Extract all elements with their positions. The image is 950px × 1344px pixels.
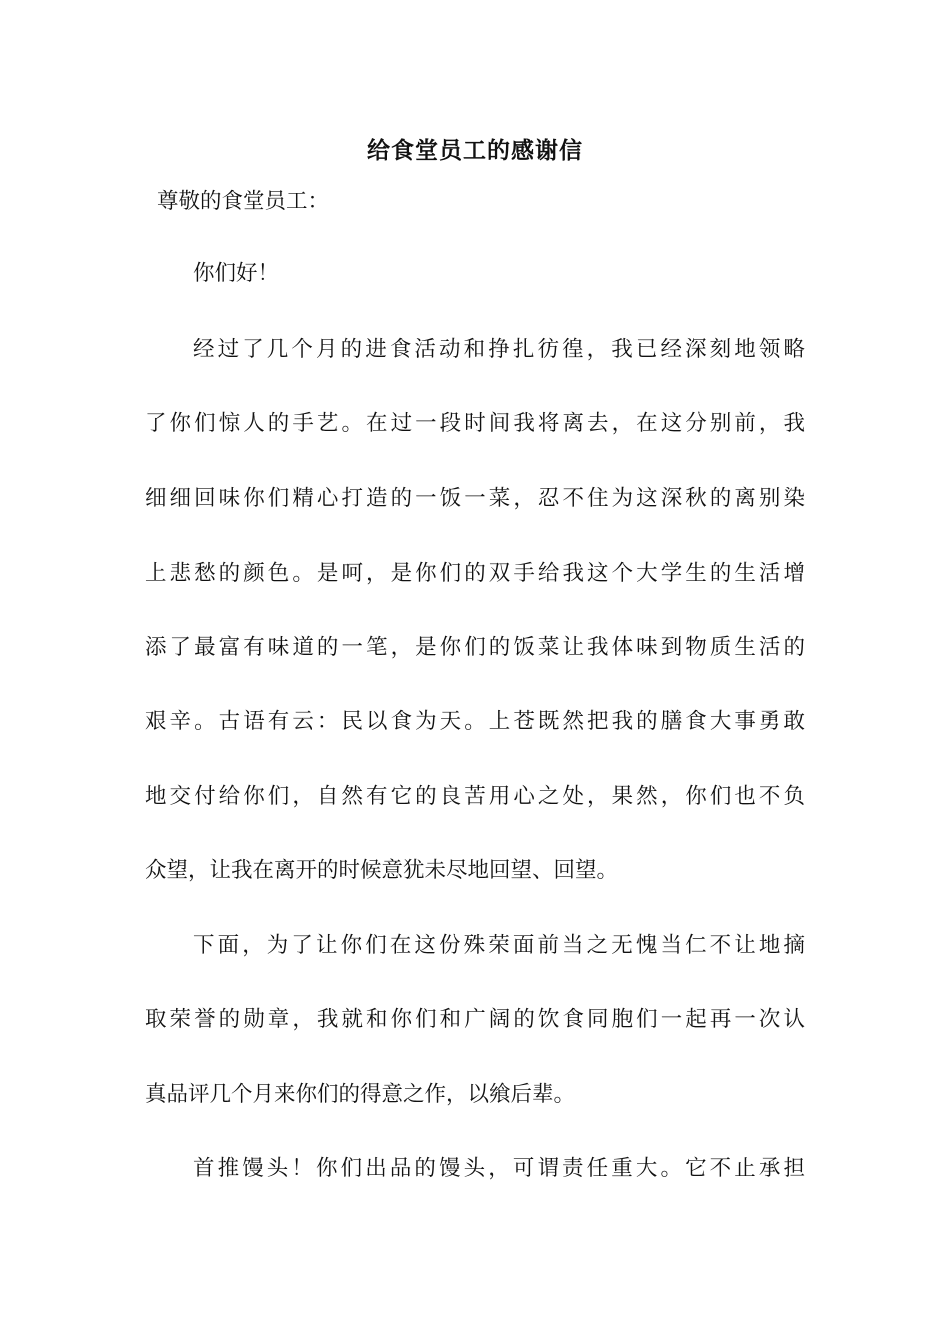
paragraph-line: 上悲愁的颜色。是呵，是你们的双手给我这个大学生的生活增	[145, 561, 805, 586]
greeting: 你们好！	[193, 261, 280, 286]
paragraph-line: 首推馒头！你们出品的馒头，可谓责任重大。它不止承担	[193, 1156, 805, 1181]
letter-title: 给食堂员工的感谢信	[367, 137, 583, 164]
salutation: 尊敬的食堂员工：	[157, 189, 330, 214]
paragraph-line: 了你们惊人的手艺。在过一段时间我将离去，在这分别前，我	[145, 411, 805, 436]
paragraph-line: 经过了几个月的进食活动和挣扎彷徨，我已经深刻地领略	[193, 337, 805, 362]
paragraph-line: 下面，为了让你们在这份殊荣面前当之无愧当仁不让地摘	[193, 933, 805, 958]
paragraph-line: 取荣誉的勋章，我就和你们和广阔的饮食同胞们一起再一次认	[145, 1007, 805, 1032]
paragraph-line: 众望，让我在离开的时候意犹未尽地回望、回望。	[145, 858, 619, 883]
paragraph-line: 地交付给你们，自然有它的良苦用心之处，果然，你们也不负	[145, 784, 805, 809]
paragraph-line: 艰辛。古语有云：民以食为天。上苍既然把我的膳食大事勇敢	[145, 709, 805, 734]
paragraph-line: 真品评几个月来你们的得意之作，以飨后辈。	[145, 1082, 576, 1107]
paragraph-line: 添了最富有味道的一笔，是你们的饭菜让我体味到物质生活的	[145, 635, 805, 660]
paragraph-line: 细细回味你们精心打造的一饭一菜，忍不住为这深秋的离别染	[145, 486, 805, 511]
